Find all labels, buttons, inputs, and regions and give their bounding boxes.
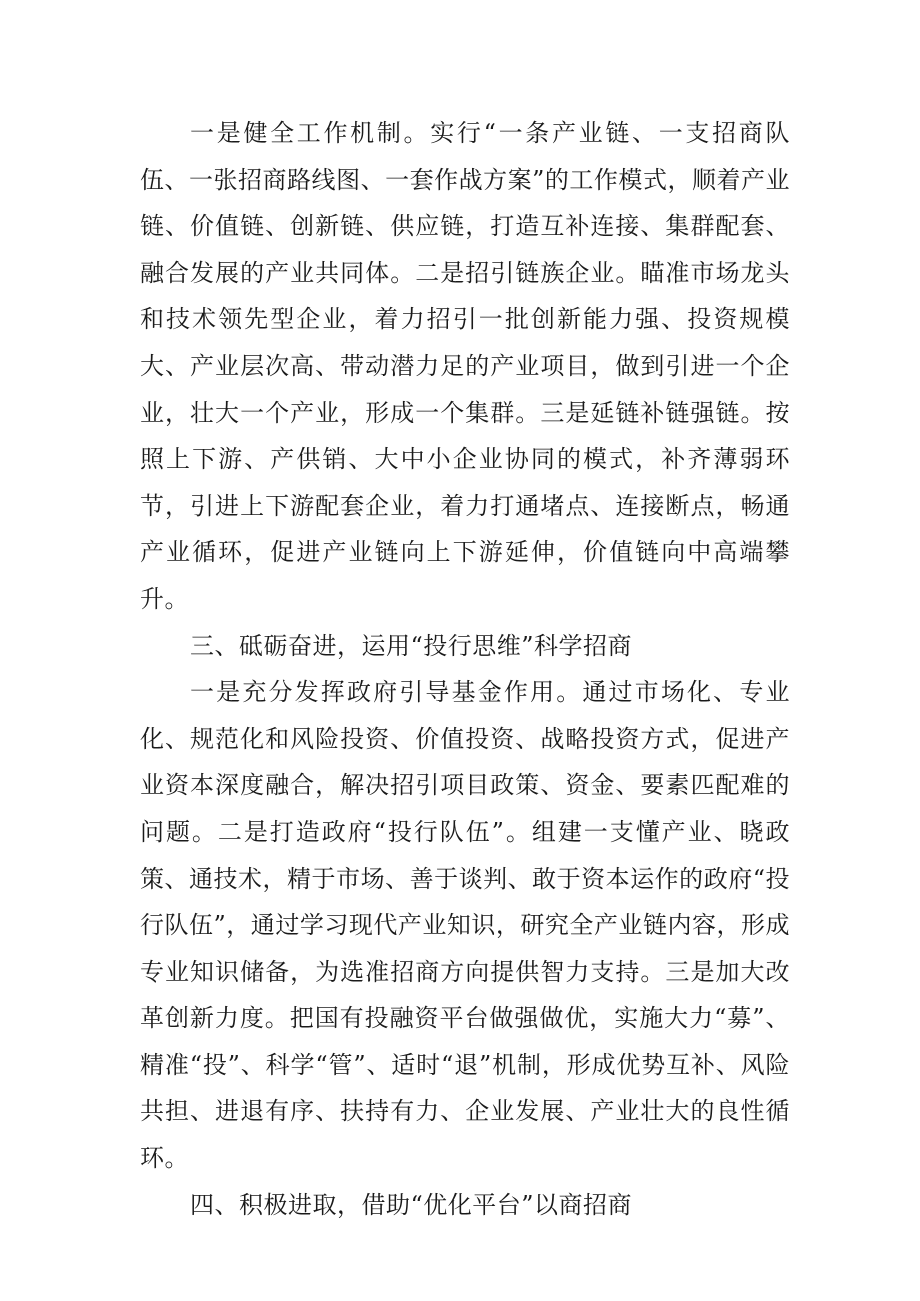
paragraph-investment-banking: 一是充分发挥政府引导基金作用。通过市场化、专业化、规范化和风险投资、价值投资、战略投资方式，促进产业资本深度融合，解决招引项目政策、资金、要素匹配难的问题。二是打造政府“投行队伍”。组建一支懂产业、晓政策、通技术，精于市场、善于谈判、敢于资本运作的政府“投行队伍”，通过学习现代产业知识，研究全产业链内容，形成专业知识储备，为选准招商方向提供智力支持。三是加大改革创新力度。把国有投融资平台做强做优，实施大力“募”、精准“投”、科学“管”、适时“退”机制，形成优势互补、风险共担、进退有序、扶持有力、企业发展、产业壮大的良性循环。 bbox=[140, 678, 790, 1173]
paragraph-industry-chain: 一是健全工作机制。实行“一条产业链、一支招商队伍、一张招商路线图、一套作战方案”的工作模式，顺着产业链、价值链、创新链、供应链，打造互补连接、集群配套、融合发展的产业共同体。二是招引链族企业。瞄准市场龙头和技术领先型企业，着力招引一批创新能力强、投资规模大、产业层次高、带动潜力足的产业项目，做到引进一个企业，壮大一个产业，形成一个集群。三是延链补链强链。按照上下游、产供销、大中小企业协同的模式，补齐薄弱环节，引进上下游配套企业，着力打通堵点、连接断点，畅通产业循环，促进产业链向上下游延伸，价值链向中高端攀升。 bbox=[140, 119, 790, 613]
document-body bbox=[140, 110, 790, 1228]
section-heading-four: 四、积极进取，借助“优化平台”以商招商 bbox=[190, 1190, 633, 1219]
section-heading-three: 三、砥砺奋进，运用“投行思维”科学招商 bbox=[190, 631, 633, 660]
